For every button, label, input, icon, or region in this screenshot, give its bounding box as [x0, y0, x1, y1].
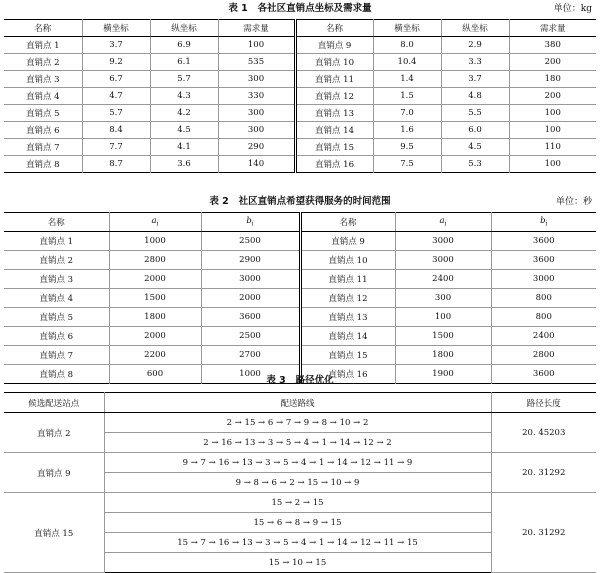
route-cell: 9 → 7 → 16 → 13 → 3 → 5 → 4 → 1 → 14 → 12 → 11 → 9	[104, 453, 491, 473]
table2-header-b: $b_i$	[201, 213, 300, 232]
length-cell: 20. 31292	[491, 453, 596, 493]
table3-caption-num: 表 3	[266, 375, 286, 386]
table2-cell: 2400	[395, 270, 491, 289]
table2-cell: 1500	[109, 289, 201, 308]
table1-header: 需求量	[509, 20, 596, 37]
table2-cell: 2000	[109, 270, 201, 289]
table1	[4, 19, 596, 173]
table-row	[4, 88, 596, 105]
table-row	[4, 413, 596, 433]
table3-header-row	[4, 393, 596, 413]
length-cell: 20. 45203	[491, 413, 596, 453]
table2-cell: 2400	[491, 327, 596, 346]
table1-cell: 4.3	[150, 88, 218, 105]
table1-cell: 180	[509, 71, 596, 88]
table2-cell: 300	[395, 289, 491, 308]
table1-cell: 直销点 8	[4, 156, 82, 173]
table2-cell: 2200	[109, 346, 201, 365]
table1-cell: 3.7	[82, 37, 150, 54]
table1-cell: 1.5	[373, 88, 441, 105]
table1-cell: 100	[218, 37, 295, 54]
table1-cell: 4.5	[150, 122, 218, 139]
table2-cell: 3000	[201, 270, 300, 289]
table1-cell: 100	[509, 122, 596, 139]
station-cell: 直销点 9	[4, 453, 104, 493]
table3-caption	[0, 374, 600, 388]
table-row	[4, 493, 596, 513]
table2-cell: 直销点 2	[4, 251, 109, 270]
table1-cell: 7.0	[373, 105, 441, 122]
table2	[4, 212, 596, 384]
table2-cell: 3000	[395, 232, 491, 251]
table-row	[4, 71, 596, 88]
table2-cell: 1800	[395, 346, 491, 365]
table1-caption	[0, 2, 600, 16]
table2-cell: 3000	[491, 270, 596, 289]
table1-cell: 直销点 12	[295, 88, 373, 105]
table1-cell: 8.0	[373, 37, 441, 54]
table1-cell: 直销点 5	[4, 105, 82, 122]
route-cell: 2 → 15 → 6 → 7 → 9 → 8 → 10 → 2	[104, 413, 491, 433]
table1-cell: 3.3	[441, 54, 509, 71]
table2-cell: 2800	[109, 251, 201, 270]
table2-cell: 直销点 9	[300, 232, 395, 251]
route-cell: 15 → 10 → 15	[104, 553, 491, 573]
table1-header: 纵坐标	[441, 20, 509, 37]
route-cell: 9 → 8 → 6 → 2 → 15 → 10 → 9	[104, 473, 491, 493]
table1-unit: 单位：kg	[553, 4, 592, 14]
table1-cell: 8.4	[82, 122, 150, 139]
table2-cell: 直销点 5	[4, 308, 109, 327]
table1-cell: 3.6	[150, 156, 218, 173]
table3-header: 候选配送站点	[4, 393, 104, 413]
table1-caption-num: 表 1	[228, 3, 248, 14]
table3-caption-text: 路径优化	[295, 375, 334, 386]
table1-cell: 直销点 15	[295, 139, 373, 156]
table1-cell: 直销点 9	[295, 37, 373, 54]
table1-header: 需求量	[218, 20, 295, 37]
table1-cell: 6.1	[150, 54, 218, 71]
table1-cell: 10.4	[373, 54, 441, 71]
table1-cell: 9.5	[373, 139, 441, 156]
table1-cell: 3.7	[441, 71, 509, 88]
table2-header-a: $a_i$	[395, 213, 491, 232]
table-row	[4, 122, 596, 139]
table2-cell: 2500	[201, 232, 300, 251]
table-row	[4, 232, 596, 251]
table2-cell: 3600	[532, 369, 555, 379]
table-row	[4, 346, 596, 365]
table2-cell: 100	[395, 308, 491, 327]
table2-cell: 2700	[201, 346, 300, 365]
table2-header-row	[4, 213, 596, 232]
table1-cell: 330	[218, 88, 295, 105]
table3	[4, 392, 596, 573]
table2-cell: 1000	[109, 232, 201, 251]
table1-caption-text: 各社区直销点坐标及需求量	[257, 3, 372, 14]
table1-cell: 4.2	[150, 105, 218, 122]
table-row	[4, 453, 596, 473]
table1-header: 横坐标	[82, 20, 150, 37]
station-cell: 直销点 2	[4, 413, 104, 453]
table-row	[4, 270, 596, 289]
table2-cell: 3600	[491, 232, 596, 251]
table2-cell: 2000	[201, 289, 300, 308]
table2-cell: 直销点 4	[4, 289, 109, 308]
route-cell: 15 → 2 → 15	[104, 493, 491, 513]
table2-cell: 直销点 3	[4, 270, 109, 289]
table1-cell: 直销点 13	[295, 105, 373, 122]
table2-cell: 2500	[201, 327, 300, 346]
table1-cell: 1.4	[373, 71, 441, 88]
table2-cell: 直销点 8	[4, 365, 109, 384]
table2-cell: 直销点 13	[300, 308, 395, 327]
table1-cell: 100	[544, 159, 561, 169]
table1-cell: 110	[509, 139, 596, 156]
table2-cell: 直销点 15	[300, 346, 395, 365]
table1-cell: 6.9	[150, 37, 218, 54]
table1-cell: 2.9	[441, 37, 509, 54]
table2-cell: 直销点 16	[300, 365, 395, 384]
table2-cell: 直销点 6	[4, 327, 109, 346]
table2-cell: 2900	[201, 251, 300, 270]
table-row	[4, 251, 596, 270]
table2-header: 名称	[300, 213, 395, 232]
table1-cell: 300	[218, 105, 295, 122]
table-row	[4, 37, 596, 54]
table2-caption	[0, 195, 600, 209]
table2-cell: 直销点 11	[300, 270, 395, 289]
table2-caption-text: 社区直销点希望获得服务的时间范围	[238, 196, 391, 207]
table1-cell: 100	[509, 105, 596, 122]
route-cell: 15 → 7 → 16 → 13 → 3 → 5 → 4 → 1 → 14 → 12 → 11 → 15	[104, 533, 491, 553]
table2-cell: 直销点 10	[300, 251, 395, 270]
table2-cell: 2000	[109, 327, 201, 346]
table2-cell: 3000	[395, 251, 491, 270]
table2-header-a: $a_i$	[109, 213, 201, 232]
table2-cell: 直销点 12	[300, 289, 395, 308]
table1-cell: 5.7	[82, 105, 150, 122]
table2-caption-num: 表 2	[209, 196, 229, 207]
table1-cell: 直销点 2	[4, 54, 82, 71]
table1-cell: 8.7	[82, 156, 150, 173]
table2-cell: 1000	[201, 365, 300, 384]
table1-cell: 直销点 10	[295, 54, 373, 71]
table1-cell: 4.1	[150, 139, 218, 156]
table-row	[4, 139, 596, 156]
table-row	[4, 105, 596, 122]
table2-header-b: $b_i$	[491, 213, 596, 232]
table-row	[4, 289, 596, 308]
table1-cell: 4.7	[82, 88, 150, 105]
table1-cell: 7.7	[82, 139, 150, 156]
table1-header: 纵坐标	[150, 20, 218, 37]
table1-header: 横坐标	[373, 20, 441, 37]
table2-cell: 1500	[395, 327, 491, 346]
table1-cell: 140	[218, 156, 295, 173]
table2-cell: 3600	[491, 251, 596, 270]
table1-cell: 直销点 11	[295, 71, 373, 88]
table2-cell: 直销点 1	[4, 232, 109, 251]
table2-cell: 3600	[201, 308, 300, 327]
table1-cell: 4.5	[441, 139, 509, 156]
table1-cell: 535	[218, 54, 295, 71]
table-row	[4, 156, 596, 173]
table1-cell: 7.5	[373, 156, 441, 173]
route-cell: 15 → 6 → 8 → 9 → 15	[104, 513, 491, 533]
table2-cell: 800	[491, 289, 596, 308]
table1-cell: 300	[218, 122, 295, 139]
table1-cell: 直销点 6	[4, 122, 82, 139]
table3-header: 路径长度	[491, 393, 596, 413]
table3-header: 配送路线	[104, 393, 491, 413]
table1-cell: 9.2	[82, 54, 150, 71]
table1-cell: 直销点 3	[4, 71, 82, 88]
length-cell: 20. 31292	[491, 493, 596, 573]
table-row	[4, 54, 596, 71]
table2-cell: 1800	[109, 308, 201, 327]
table1-cell: 6.7	[82, 71, 150, 88]
table1-cell: 5.3	[441, 156, 509, 173]
table1-cell: 1.6	[373, 122, 441, 139]
table2-cell: 1900	[395, 365, 491, 384]
table2-cell: 800	[491, 308, 596, 327]
table1-cell: 6.0	[441, 122, 509, 139]
table1-cell: 直销点 1	[4, 37, 82, 54]
table1-header: 名称	[295, 20, 373, 37]
table1-cell: 380	[509, 37, 596, 54]
table1-cell: 直销点 4	[4, 88, 82, 105]
table1-cell: 5.5	[441, 105, 509, 122]
table1-cell: 直销点 14	[295, 122, 373, 139]
table2-cell: 直销点 14	[300, 327, 395, 346]
table1-cell: 4.8	[441, 88, 509, 105]
table1-cell: 300	[218, 71, 295, 88]
table2-header: 名称	[4, 213, 109, 232]
table2-cell: 600	[109, 365, 201, 384]
table2-unit: 单位：秒	[555, 197, 592, 207]
table1-cell: 直销点 7	[4, 139, 82, 156]
table2-cell: 2800	[491, 346, 596, 365]
table1-header: 名称	[4, 20, 82, 37]
route-cell: 2 → 16 → 13 → 3 → 5 → 4 → 1 → 14 → 12 → 2	[104, 433, 491, 453]
station-cell: 直销点 15	[4, 493, 104, 573]
table1-cell: 200	[509, 54, 596, 71]
table1-cell: 5.7	[150, 71, 218, 88]
table2-cell: 直销点 7	[4, 346, 109, 365]
table-row	[4, 327, 596, 346]
table1-cell: 290	[218, 139, 295, 156]
table1-cell: 200	[509, 88, 596, 105]
table-row	[4, 308, 596, 327]
table1-cell: 直销点 16	[295, 156, 373, 173]
table1-header-row	[4, 20, 596, 37]
